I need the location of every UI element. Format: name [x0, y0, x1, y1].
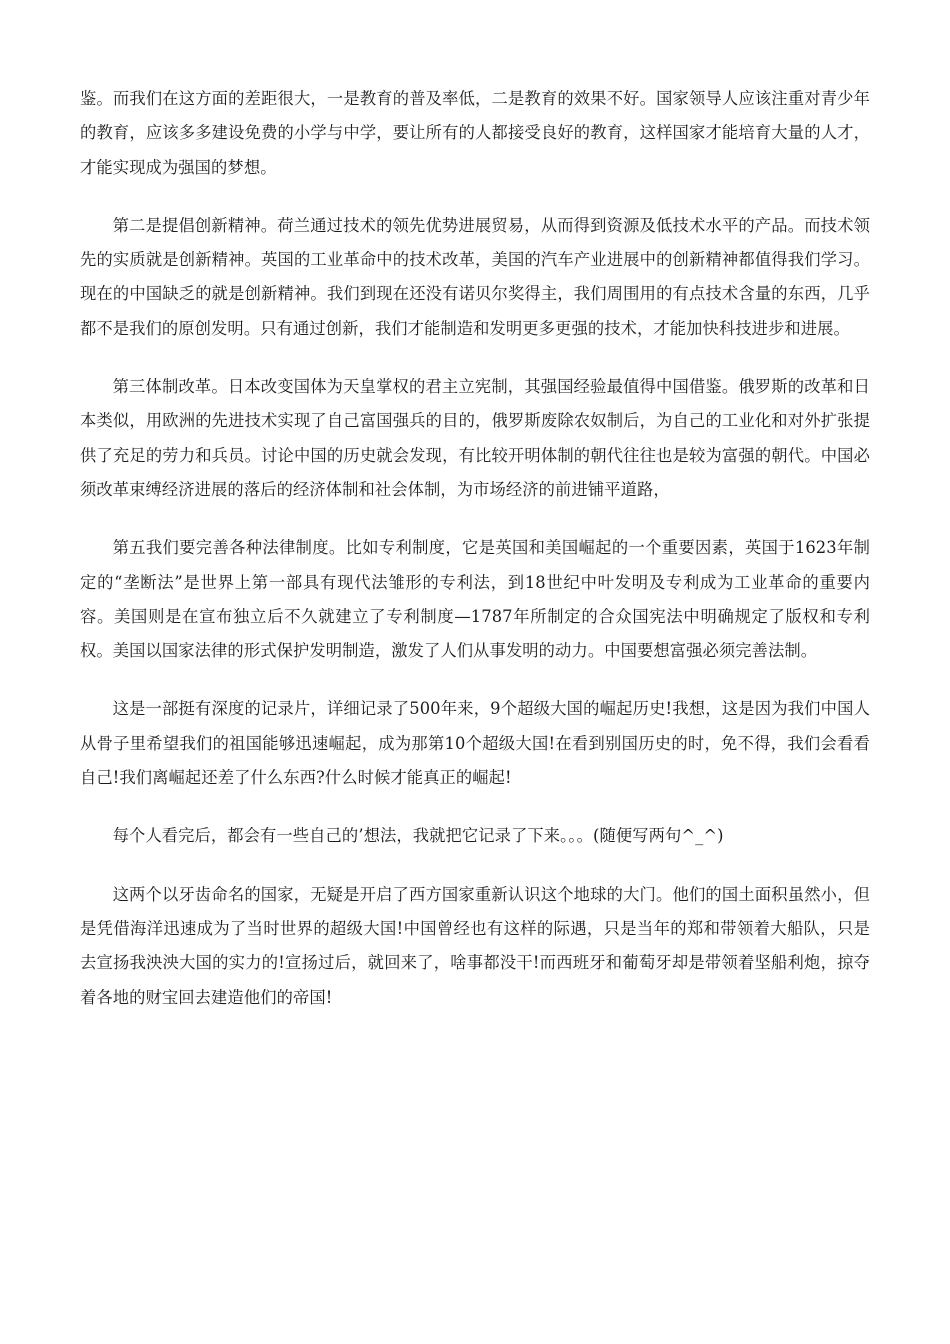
paragraph-documentary: 这是一部挺有深度的记录片，详细记录了500年来，9个超级大国的崛起历史!我想，这是因为我们中国人从骨子里希望我们的祖国能够迅速崛起，成为那第10个超级大国!在看到别国历史的时，免不得，我们会看看自己!我们离崛起还差了什么东西?什么时候才能真正的崛起!: [80, 699, 870, 788]
paragraph-innovation: 第二是提倡创新精神。荷兰通过技术的领先优势进展贸易，从而得到资源及低技术水平的产品。而技术领先的实质就是创新精神。英国的工业革命中的技术改革，美国的汽车产业进展中的创新精神都值得我们学习。现在的中国缺乏的就是创新精神。我们到现在还没有诺贝尔奖得主，我们周围用的有点技术含量的东西，几乎都不是我们的原创发明。只有通过创新，我们才能制造和发明更多更强的技术，才能加快科技进步和进展。: [80, 215, 870, 338]
paragraph-system-reform: 第三体制改革。日本改变国体为天皇掌权的君主立宪制，其强国经验最值得中国借鉴。俄罗斯的改革和日本类似，用欧洲的先进技术实现了自己富国强兵的目的，俄罗斯废除农奴制后，为自己的工业化和对外扩张提供了充足的劳力和兵员。讨论中国的历史就会发现，有比较开明体制的朝代往往也是较为富强的朝代。中国必须改革束缚经济进展的落后的经济体制和社会体制，为市场经济的前进铺平道路，: [80, 377, 870, 499]
paragraph-spain-portugal: 这两个以牙齿命名的国家，无疑是开启了西方国家重新认识这个地球的大门。他们的国土面积虽然小，但是凭借海洋迅速成为了当时世界的超级大国!中国曾经也有这样的际遇，只是当年的郑和带领着大船队，只是去宣扬我泱泱大国的实力的!宣扬过后，就回来了，啥事都没干!而西班牙和葡萄牙却是带领着坚船利炮，掠夺着各地的财宝回去建造他们的帝国!: [80, 884, 870, 1007]
document-body: [80, 82, 870, 1039]
paragraph-education-continued: 鉴。而我们在这方面的差距很大，一是教育的普及率低，二是教育的效果不好。国家领导人应该注重对青少年的教育，应该多多建设免费的小学与中学，要让所有的人都接受良好的教育，这样国家才能培育大量的人才，才能实现成为强国的梦想。: [80, 89, 870, 177]
paragraph-thoughts: 每个人看完后，都会有一些自己的’想法，我就把它记录了下来。。。(随便写两句^_^): [112, 826, 724, 846]
paragraph-legal-system: 第五我们要完善各种法律制度。比如专利制度，它是英国和美国崛起的一个重要因素，英国于1623年制定的“垄断法”是世界上第一部具有现代法雏形的专利法，到18世纪中叶发明及专利成为工业革命的重要内容。美国则是在宣布独立后不久就建立了专利制度—1787年所制定的合众国宪法中明确规定了版权和专利权。美国以国家法律的形式保护发明制造，激发了人们从事发明的动力。中国要想富强必须完善法制。: [80, 538, 870, 661]
